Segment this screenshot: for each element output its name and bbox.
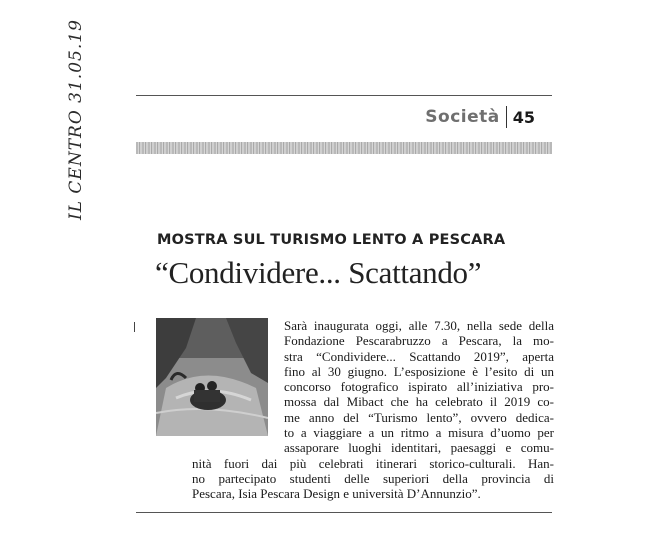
article-headline: “Condividere... Scattando” bbox=[155, 255, 482, 290]
body-line: Pescara, Isia Pescara Design e università D’Annunzio”. bbox=[192, 486, 481, 502]
header-rule bbox=[136, 95, 552, 96]
page-number: 45 bbox=[512, 107, 535, 127]
article-kicker: MOSTRA SUL TURISMO LENTO A PESCARA bbox=[157, 232, 506, 248]
body-line: nità fuori dai più celebrati itinerari storico-culturali. Han- bbox=[192, 455, 554, 471]
body-line: no partecipato studenti delle superiori della provincia di bbox=[192, 470, 554, 486]
body-line: assaporare luoghi identitari, paesaggi e comu- bbox=[284, 440, 554, 456]
body-line: me anno del “Turismo lento”, ovvero dedica- bbox=[284, 409, 554, 425]
halftone-band bbox=[136, 142, 552, 154]
section-name: Società bbox=[425, 107, 500, 127]
body-line: concorso fotografico ispirato all’iniziativa pro- bbox=[284, 379, 554, 395]
footer-rule bbox=[136, 512, 552, 513]
handwritten-annotation: IL CENTRO 31.05.19 bbox=[66, 19, 86, 220]
body-line: fino al 30 giugno. L’esposizione è l’esito di un bbox=[284, 363, 554, 379]
body-line: mossa dal Mibact che ha celebrato il 2019 co- bbox=[284, 394, 554, 410]
body-line: Fondazione Pescarabruzzo a Pescara, la mo- bbox=[284, 333, 554, 349]
article-body bbox=[156, 318, 554, 502]
body-line: Sarà inaugurata oggi, alle 7.30, nella sede della bbox=[284, 318, 554, 333]
body-line: to a viaggiare a un ritmo a misura d’uomo per bbox=[284, 425, 554, 441]
section-divider bbox=[506, 106, 507, 128]
section-header bbox=[425, 106, 535, 128]
column-mark bbox=[134, 322, 135, 332]
body-line: stra “Condividere... Scattando 2019”, aperta bbox=[284, 348, 554, 364]
